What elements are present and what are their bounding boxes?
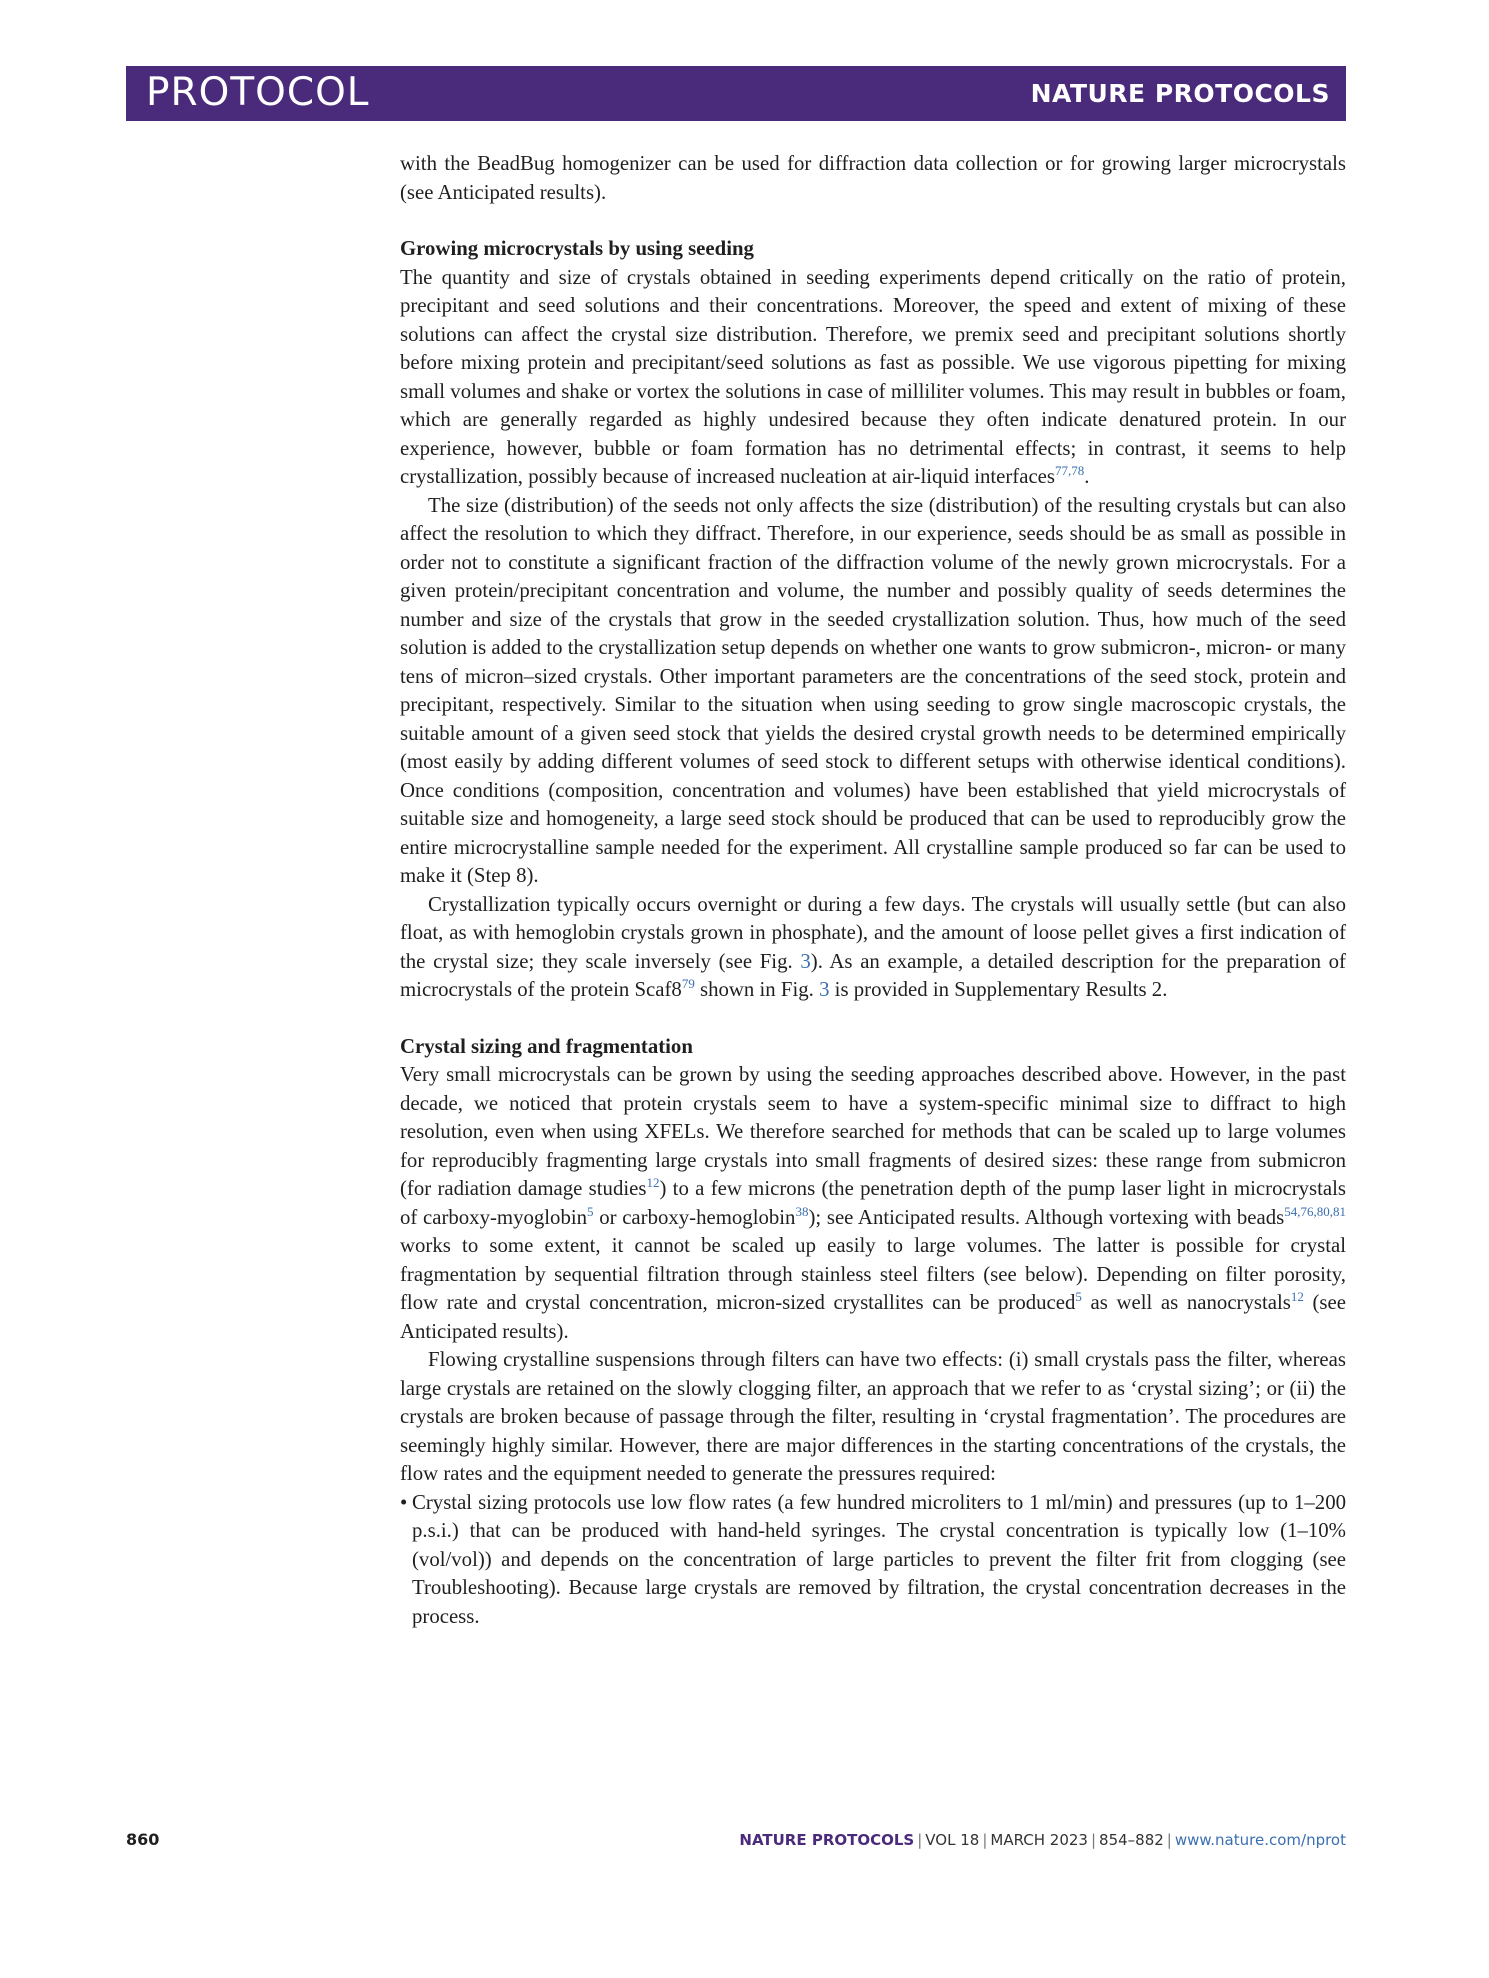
- section-heading-sizing: Crystal sizing and fragmentation: [400, 1034, 693, 1058]
- list-item: [400, 1489, 1346, 1632]
- footer-journal: NATURE PROTOCOLS: [739, 1831, 915, 1849]
- page-number: 860: [126, 1830, 160, 1849]
- seeding-paragraph-3: Crystallization typically occurs overnight or during a few days. The crystals will usually settle (but can also float, as with hemoglobin crystals grown in phosphate), and the amount of loose pellet gives a first indication of the crystal size; they scale inversely (see Fig. 3). As an example, a detailed description for the preparation of microcrystals of the protein Scaf8$^{79}$ shown in Fig. 3 is provided in Supplementary Results 2.: [400, 892, 1346, 1001]
- seeding-paragraph-1: The quantity and size of crystals obtained in seeding experiments depend critically on the ratio of protein, precipitant and seed solutions and their concentrations. Moreover, the speed and extent of mixing of these solutions can affect the crystal size distribution. Therefore, we premix seed and precipitant solutions shortly before mixing protein and precipitant/seed solutions as fast as possible. We use vigorous pipetting for mixing small volumes and shake or vortex the solutions in case of milliliter volumes. This may result in bubbles or foam, which are generally regarded as highly undesired because they often indicate denatured protein. In our experience, however, bubble or foam formation has no detrimental effects; in contrast, it seems to help crystallization, possibly because of increased nucleation at air-liquid interfaces$^{77,78}$.: [400, 265, 1346, 488]
- bullet-icon: •: [400, 1490, 408, 1514]
- journal-name: NATURE PROTOCOLS: [1030, 79, 1330, 108]
- footer-volume: VOL 18: [925, 1831, 980, 1849]
- footer-separator: |: [917, 1831, 923, 1849]
- footer-citation: [739, 1831, 1346, 1849]
- figure-link[interactable]: 3: [800, 949, 811, 973]
- sizing-paragraph-2: Flowing crystalline suspensions through filters can have two effects: (i) small crystals pass the filter, whereas large crystals are retained on the slowly clogging filter, an approach that we refer to as ‘crystal sizing’; or (ii) the crystals are broken because of passage through the filter, resulting in ‘crystal fragmentation’. The procedures are seemingly highly similar. However, there are major differences in the starting concentrations of the crystals, the flow rates and the equipment needed to generate the pressures required:: [400, 1348, 1346, 1485]
- citation-link[interactable]: 54,76,80,81: [1284, 1203, 1347, 1219]
- journal-url-link[interactable]: www.nature.com/nprot: [1174, 1831, 1346, 1849]
- intro-text: with the BeadBug homogenizer can be used for diffraction data collection or for growing larger microcrystals (see Anticipated results).: [400, 152, 1346, 204]
- section-label: PROTOCOL: [146, 70, 370, 115]
- sizing-paragraph-1: Very small microcrystals can be grown by using the seeding approaches described above. However, in the past decade, we noticed that protein crystals seem to have a system-specific minimal size to diffract to high resolution, even when using XFELs. We therefore searched for methods that can be scaled up to large volumes for reproducibly fragmenting large crystals into small fragments of desired sizes: these range from submicron (for radiation damage studies$^{12}$) to a few microns (the penetration depth of the pump laser light in microcrystals of carboxy-myoglobin$^5$ or carboxy-hemoglobin$^{38}$); see Anticipated results. Although vortexing with beads$^{54,76,80,81}$ works to some extent, it cannot be scaled up easily to large volumes. The latter is possible for crystal fragmentation by sequential filtration through stainless steel filters (see below). Depending on filter porosity, flow rate and crystal concentration, micron-sized crystallites can be produced$^5$ as well as nanocrystals$^{12}$ (see Anticipated results).: [400, 1063, 1347, 1343]
- citation-link[interactable]: 12: [646, 1175, 660, 1190]
- footer-date: MARCH 2023: [990, 1831, 1088, 1849]
- page-header-bar: [126, 66, 1346, 121]
- section-heading-seeding: Growing microcrystals by using seeding: [400, 237, 754, 260]
- figure-link[interactable]: 3: [819, 978, 830, 1001]
- citation-link[interactable]: 79: [681, 976, 695, 991]
- citation-link[interactable]: 5: [1075, 1289, 1082, 1304]
- citation-link[interactable]: 5: [587, 1203, 594, 1219]
- intro-paragraph: [400, 150, 1346, 207]
- seeding-paragraph-2: The size (distribution) of the seeds not only affects the size (distribution) of the resulting crystals but can also affect the resolution to which they diffract. Therefore, in our experience, seeds should be as small as possible in order not to constitute a significant fraction of the diffraction volume of the newly grown microcrystals. For a given protein/precipitant concentration and volume, the number and possibly quality of seeds determines the number and size of the crystals that grow in the seeded crystallization solution. Thus, how much of the seed solution is added to the crystallization setup depends on whether one wants to grow submicron-, micron- or many tens of micron–sized crystals. Other important parameters are the concentrations of the seed stock, protein and precipitant, respectively. Similar to the situation when using seeding to grow single macroscopic crystals, the suitable amount of a given seed stock that yields the desired crystal growth needs to be determined empirically (most easily by adding different volumes of seed stock to different setups with otherwise identical conditions). Once conditions (composition, concentration and volumes) have been established that yield microcrystals of suitable size and homogeneity, a large seed stock should be produced that can be used to reproducibly grow the entire microcrystalline sample needed for the experiment. All crystalline sample produced so far can be used to make it (Step 8).: [400, 493, 1346, 887]
- footer-separator: |: [1166, 1831, 1172, 1849]
- citation-link[interactable]: 12: [1290, 1289, 1304, 1304]
- citation-link[interactable]: 38: [795, 1203, 809, 1219]
- bullet-text: Crystal sizing protocols use low flow rates (a few hundred microliters to 1 ml/min) and pressures (up to 1–200 p.s.i.) that can be produced with hand-held syringes. The crystal concentration is typically low (1–10% (vol/vol)) and depends on the concentration of large particles to prevent the filter frit from clogging (see Troubleshooting). Because large crystals are removed by filtration, the crystal concentration decreases in the process.: [412, 1490, 1346, 1628]
- citation-link[interactable]: 77,78: [1055, 463, 1085, 478]
- article-body: [400, 150, 1346, 1631]
- footer-separator: |: [982, 1831, 988, 1849]
- footer-separator: |: [1090, 1831, 1097, 1849]
- footer-pages: 854–882: [1099, 1831, 1164, 1849]
